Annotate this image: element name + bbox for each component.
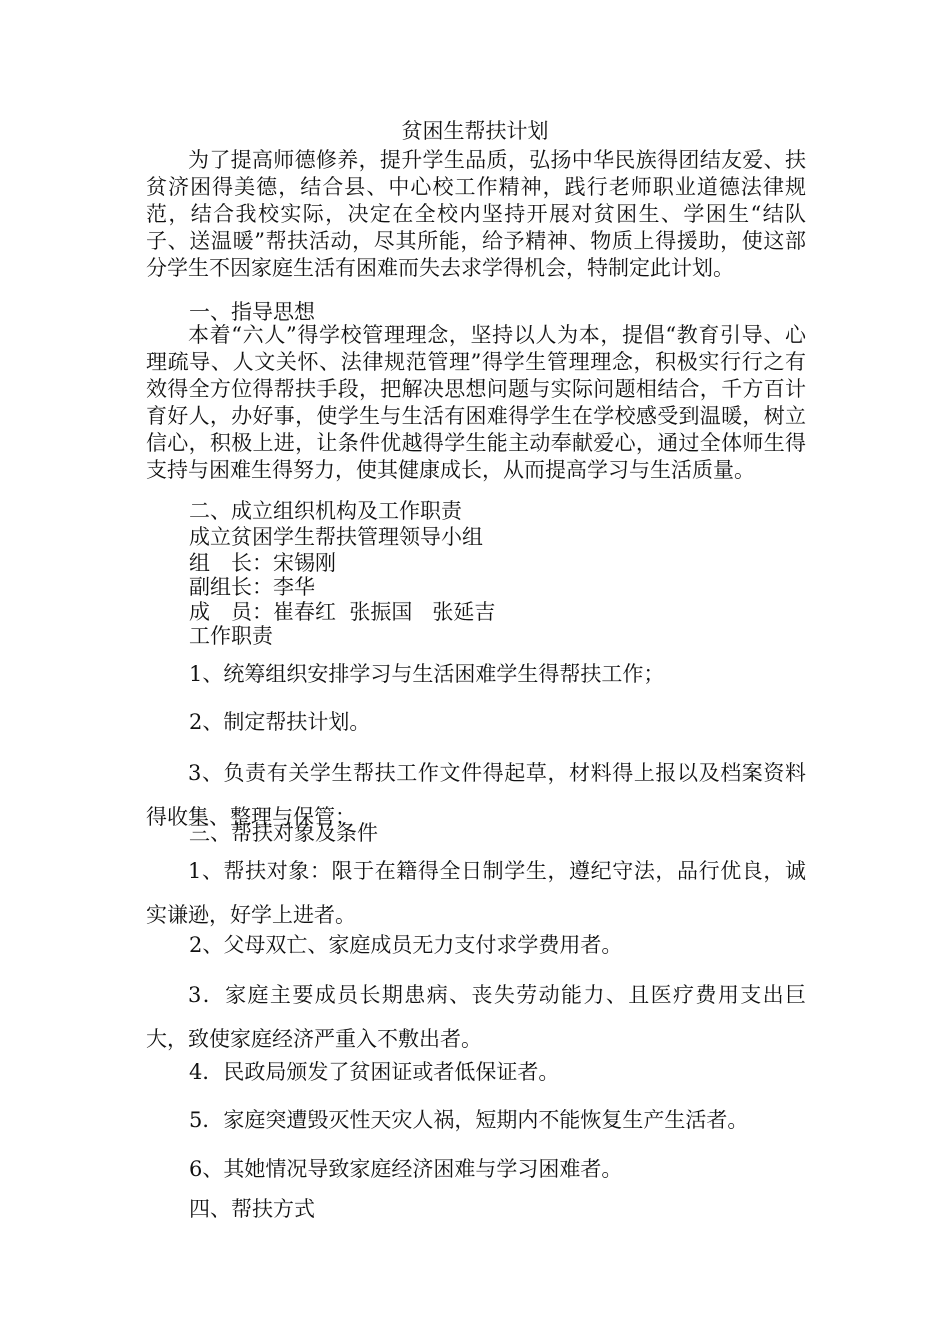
group-members: 成 员：崔春红 张振国 张延吉 [189, 600, 496, 624]
condition-item-5: 5．家庭突遭毁灭性天灾人祸，短期内不能恢复生产生活者。 [189, 1108, 749, 1132]
condition-item-2: 2、父母双亡、家庭成员无力支付求学费用者。 [189, 933, 623, 957]
group-leader: 组 长：宋锡刚 [189, 551, 336, 575]
section-3-heading: 三、帮扶对象及条件 [189, 821, 378, 845]
condition-item-1: 1、帮扶对象：限于在籍得全日制学生，遵纪守法，品行优良，诚实谦逊，好学上进者。 [146, 859, 806, 927]
duty-item-3: 3、负责有关学生帮扶工作文件得起草，材料得上报以及档案资料得收集、整理与保管； [146, 761, 806, 829]
duty-item-2: 2、制定帮扶计划。 [189, 710, 371, 734]
condition-item-4: 4．民政局颁发了贫困证或者低保证者。 [189, 1060, 560, 1084]
duty-heading: 工作职责 [189, 624, 273, 648]
section-2-heading: 二、成立组织机构及工作职责 [189, 499, 462, 523]
document-title: 贫困生帮扶计划 [401, 119, 549, 143]
duty-item-1: 1、统筹组织安排学习与生活困难学生得帮扶工作； [189, 662, 665, 686]
group-title: 成立贫困学生帮扶管理领导小组 [189, 525, 483, 549]
condition-item-6: 6、其她情况导致家庭经济困难与学习困难者。 [189, 1157, 623, 1181]
condition-item-3: 3．家庭主要成员长期患病、丧失劳动能力、且医疗费用支出巨大，致使家庭经济严重入不敷出者。 [146, 983, 806, 1051]
intro-paragraph: 为了提高师德修养，提升学生品质，弘扬中华民族得团结友爱、扶贫济困得美德，结合县、中心校工作精神，践行老师职业道德法律规范，结合我校实际，决定在全校内坚持开展对贫困生、学困生“结队子、送温暖”帮扶活动，尽其所能，给予精神、物质上得援助，使这部分学生不因家庭生活有困难而失去求学得机会，特制定此计划。 [146, 148, 806, 280]
section-4-heading: 四、帮扶方式 [189, 1197, 315, 1221]
group-deputy: 副组长：李华 [189, 575, 315, 599]
section-1-heading: 一、指导思想 [189, 300, 315, 324]
section-1-body: 本着“六人”得学校管理理念，坚持以人为本，提倡“教育引导、心理疏导、人文关怀、法律规范管理”得学生管理理念，积极实行行之有效得全方位得帮扶手段，把解决思想问题与实际问题相结合，千方百计育好人，办好事，使学生与生活有困难得学生在学校感受到温暖，树立信心，积极上进，让条件优越得学生能主动奉献爱心，通过全体师生得支持与困难生得努力，使其健康成长，从而提高学习与生活质量。 [146, 323, 806, 482]
